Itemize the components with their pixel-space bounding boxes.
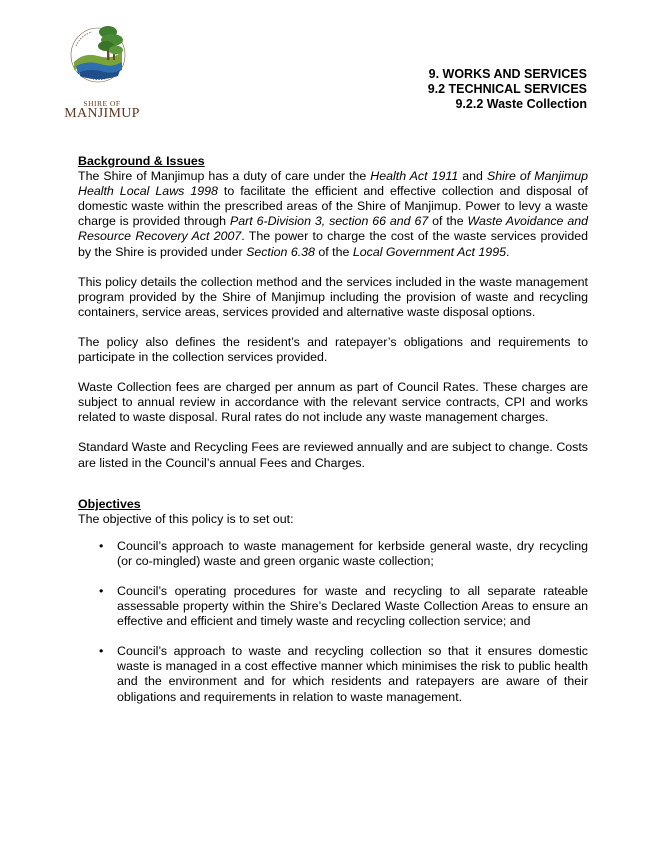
document-body (78, 154, 588, 720)
logo-manjimup-text: MANJIMUP (64, 106, 140, 121)
objective-item-text: Council’s approach to waste management for kerbside general waste, dry recycling (or co-mingled) waste and green organic waste collection; (117, 538, 588, 568)
legislation-reference: Section 6.38 (246, 244, 315, 259)
document-header (428, 67, 587, 112)
bullet-icon: • (99, 583, 104, 598)
objective-item-text: Council’s operating procedures for waste and recycling to all separate rateable assessable property within the Shire’s Declared Waste Collection Areas to ensure an effective and efficient and timely waste and recycling collection service; and (117, 583, 588, 629)
background-paragraph-charges: Standard Waste and Recycling Fees are reviewed annually and are subject to change. Costs are listed in the Council’s annual Fees and Charges. (78, 440, 588, 470)
paragraph-run: . (505, 244, 510, 259)
paragraph-run: of the (314, 244, 353, 259)
legislation-reference: Local Government Act 1995 (352, 244, 506, 259)
shire-logo (62, 22, 142, 122)
background-paragraph-fees: Waste Collection fees are charged per annum as part of Council Rates. These charges are subject to annual review in accordance with the relevant service contracts, CPI and works related to waste disposal. Rural rates do not include any waste management charges. (78, 380, 588, 425)
objectives-heading: Objectives (78, 496, 141, 511)
objective-item (78, 644, 588, 704)
background-paragraph-legislation (78, 169, 588, 260)
paragraph-run: The Shire of Manjimup has a duty of care under the (78, 169, 371, 184)
background-heading: Background & Issues (78, 154, 205, 168)
legislation-reference: Part 6-Division 3, section 66 and 67 (229, 214, 429, 229)
objectives-list (78, 539, 588, 705)
shire-emblem-icon (62, 22, 142, 102)
objective-item-text: Council’s approach to waste and recycling collection so that it ensures domestic waste is managed in a cost effective manner which minimises the risk to public health and the environment and for which residents and ratepayers are aware of their obligations and requirements in relation to waste management. (117, 644, 588, 704)
legislation-reference: Health Act 1911 (370, 169, 459, 184)
background-paragraph-obligations: The policy also defines the resident’s and ratepayer’s obligations and requirements to participate in the collection services provided. (78, 334, 588, 365)
header-section-number: 9. WORKS AND SERVICES (428, 67, 587, 81)
paragraph-run: of the (428, 214, 468, 229)
legislation-reference: Waste Avoidance and Resource Recovery Act 2007 (78, 214, 589, 244)
paragraph-run: and (458, 169, 487, 184)
legislation-reference: Shire of Manjimup Health Local Laws 1998 (78, 169, 588, 199)
background-paragraph-policy-scope: This policy details the collection method and the services included in the waste management program provided by the Shire of Manjimup including the provision of waste and recycling containers, service areas, services provided and alternative waste disposal options. (78, 274, 588, 319)
objectives-intro: The objective of this policy is to set out: (78, 511, 294, 526)
bullet-icon: • (99, 644, 104, 659)
header-policy-title: 9.2.2 Waste Collection (455, 97, 587, 111)
paragraph-run: to facilitate the efficient and effective collection and disposal of domestic waste within the prescribed areas of the Shire of Manjimup. Power to levy a waste charge is provided through (78, 184, 588, 229)
objective-item (78, 539, 588, 569)
objective-item (78, 584, 588, 629)
paragraph-run: . The power to charge the cost of the waste services provided by the Shire is provided under (78, 229, 588, 259)
bullet-icon: • (99, 538, 104, 553)
logo-shire-of-text: SHIRE OF (83, 99, 121, 108)
header-subsection: 9.2 TECHNICAL SERVICES (427, 82, 587, 96)
